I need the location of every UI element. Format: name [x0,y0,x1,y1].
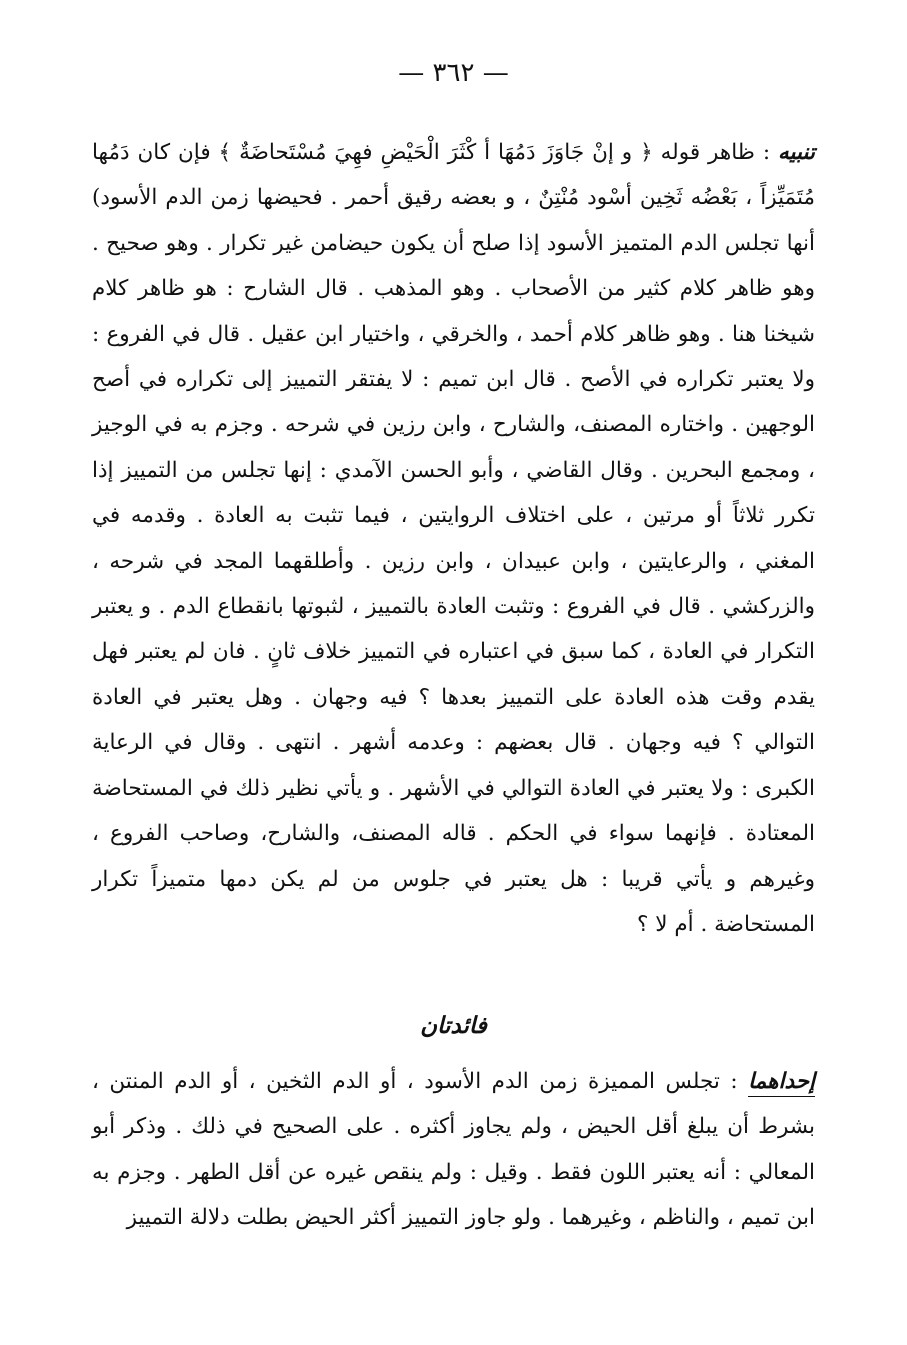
section-heading-faidatan: فائدتان [420,1012,487,1039]
faidatan-text: : تجلس المميزة زمن الدم الأسود ، أو الدم الثخين ، أو الدم المنتن ، بشرط أن يبلغ أقل الحيض ، ولم يجاوز أكثره . على الصحيح في ذلك . وذكر أبو المعالي : أنه يعتبر اللون فقط . وقيل : ولم ينقص غيره عن أقل الطهر . وجزم به ابن تميم ، والناظم ، وغيرهما . ولو جاوز التمييز أكثر الحيض بطلت دلالة التمييز [92,1069,815,1231]
tanbih-body [92,130,815,947]
faidatan-paragraph [92,1059,815,1241]
faidatan-body [92,1059,815,1241]
faidatan-lead-word: إحداهما [748,1069,815,1097]
tanbih-text: : ظاهر قوله ﴿ و إنْ جَاوَزَ دَمُهَا أ كْثَرَ الْحَيْضِ فهِيَ مُسْتَحاضَةٌ ﴾ فإن كان دَمُها مُتَمَيِّزاً ، بَعْضُه ثَخِين أسْود مُنْتِنٌ ، و بعضه رقيق أحمر . فحيضها زمن الدم الأسود) أنها تجلس الدم المتميز الأسود إذا صلح أن يكون حيضامن غير تكرار . وهو صحيح . وهو ظاهر كلام كثير من الأصحاب . وهو المذهب . قال الشارح : هو ظاهر كلام شيخنا هنا . وهو ظاهر كلام أحمد ، والخرقي ، واختيار ابن عقيل . قال في الفروع : ولا يعتبر تكراره في الأصح . قال ابن تميم : لا يفتقر التمييز إلى تكراره في أصح الوجهين . واختاره المصنف، والشارح ، وابن رزين في شرحه . وجزم به في الوجيز ، ومجمع البحرين . وقال القاضي ، وأبو الحسن الآمدي : إنها تجلس من التمييز إذا تكرر ثلاثاً أو مرتين ، على اختلاف الروايتين ، فيما تثبت به العادة . وقدمه في المغني ، والرعايتين ، وابن عبيدان ، وابن رزين . وأطلقهما المجد في شرحه ، والزركشي . قال في الفروع : وتثبت العادة بالتمييز ، لثبوتها بانقطاع الدم . و يعتبر التكرار في العادة ، كما سبق في اعتباره في التمييز خلاف ثانٍ . فان لم يعتبر فهل يقدم وقت هذه العادة على التمييز بعدها ؟ فيه وجهان . وهل يعتبر في العادة التوالي ؟ فيه وجهان . قال بعضهم : وعدمه أشهر . انتهى . وقال في الرعاية الكبرى : ولا يعتبر في العادة التوالي في الأشهر . و يأتي نظير ذلك في المستحاضة المعتادة . فإنهما سواء في الحكم . قاله المصنف، والشارح، وصاحب الفروع ، وغيرهم و يأتي قريبا : هل يعتبر في جلوس من لم يكن دمها متميزاً تكرار المستحاضة . أم لا ؟ [92,140,815,937]
tanbih-lead-word: تنبيه [778,140,815,165]
page-number: — ٣٦٢ — [398,58,509,88]
tanbih-paragraph [92,130,815,947]
